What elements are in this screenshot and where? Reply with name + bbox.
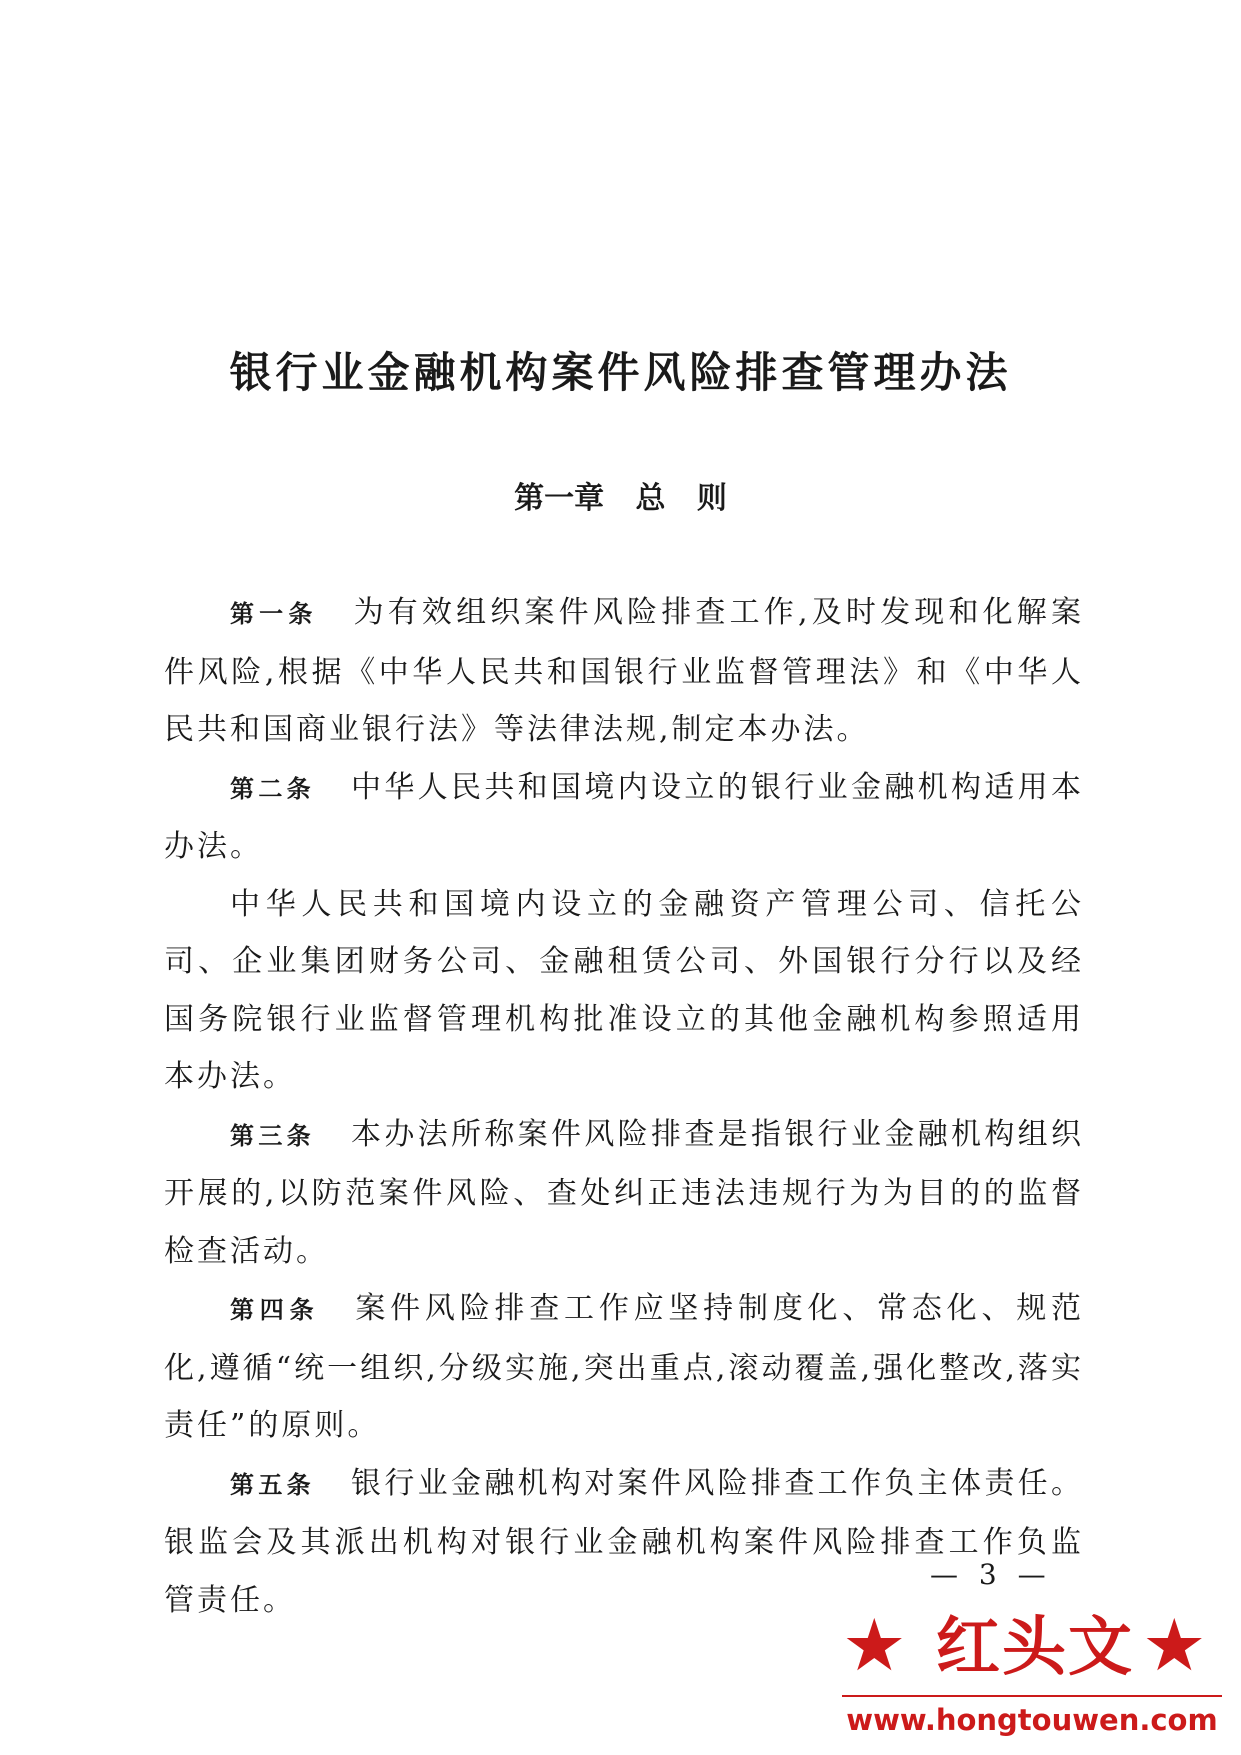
article-paragraph	[164, 584, 1084, 759]
watermark-logo	[842, 1600, 1222, 1745]
article-text: 银行业金融机构对案件风险排查工作负主体责任。银监会及其派出机构对银行业金融机构案件风险排查工作负监管责任。	[164, 1465, 1084, 1618]
star-icon: ★	[1142, 1603, 1207, 1687]
watermark-divider	[842, 1695, 1222, 1697]
document-title: 银行业金融机构案件风险排查管理办法	[229, 348, 1012, 397]
article-number: 第四条	[230, 1296, 320, 1324]
article-paragraph	[164, 876, 1084, 1106]
article-text: 为有效组织案件风险排查工作,及时发现和化解案件风险,根据《中华人民共和国银行业监督管理法》和《中华人民共和国商业银行法》等法律法规,制定本办法。	[164, 595, 1084, 747]
star-icon: ★	[842, 1603, 907, 1687]
page-number: — 3 —	[930, 1558, 1052, 1591]
article-paragraph	[164, 759, 1084, 876]
watermark-banner	[842, 1600, 1222, 1690]
article-number: 第五条	[230, 1470, 315, 1499]
article-paragraph	[164, 1106, 1084, 1281]
article-text: 本办法所称案件风险排查是指银行业金融机构组织开展的,以防范案件风险、查处纠正违法违规行为为目的的监督检查活动。	[164, 1116, 1084, 1269]
watermark-text: 红头文	[936, 1611, 1134, 1685]
body-text	[164, 584, 1084, 1629]
watermark-url: www.hongtouwen.com	[846, 1703, 1218, 1737]
article-paragraph	[164, 1280, 1084, 1455]
article-text: 案件风险排查工作应坚持制度化、常态化、规范化,遵循“统一组织,分级实施,突出重点,滚动覆盖,强化整改,落实责任”的原则。	[164, 1291, 1085, 1443]
article-number: 第三条	[230, 1121, 315, 1150]
article-number: 第一条	[230, 600, 318, 628]
article-text: 中华人民共和国境内设立的银行业金融机构适用本办法。	[164, 769, 1084, 864]
article-number: 第二条	[230, 774, 315, 803]
chapter-title: 第一章 总 则	[514, 481, 727, 516]
article-text: 中华人民共和国境内设立的金融资产管理公司、信托公司、企业集团财务公司、金融租赁公司、外国银行分行以及经国务院银行业监督管理机构批准设立的其他金融机构参照适用本办法。	[164, 886, 1084, 1094]
